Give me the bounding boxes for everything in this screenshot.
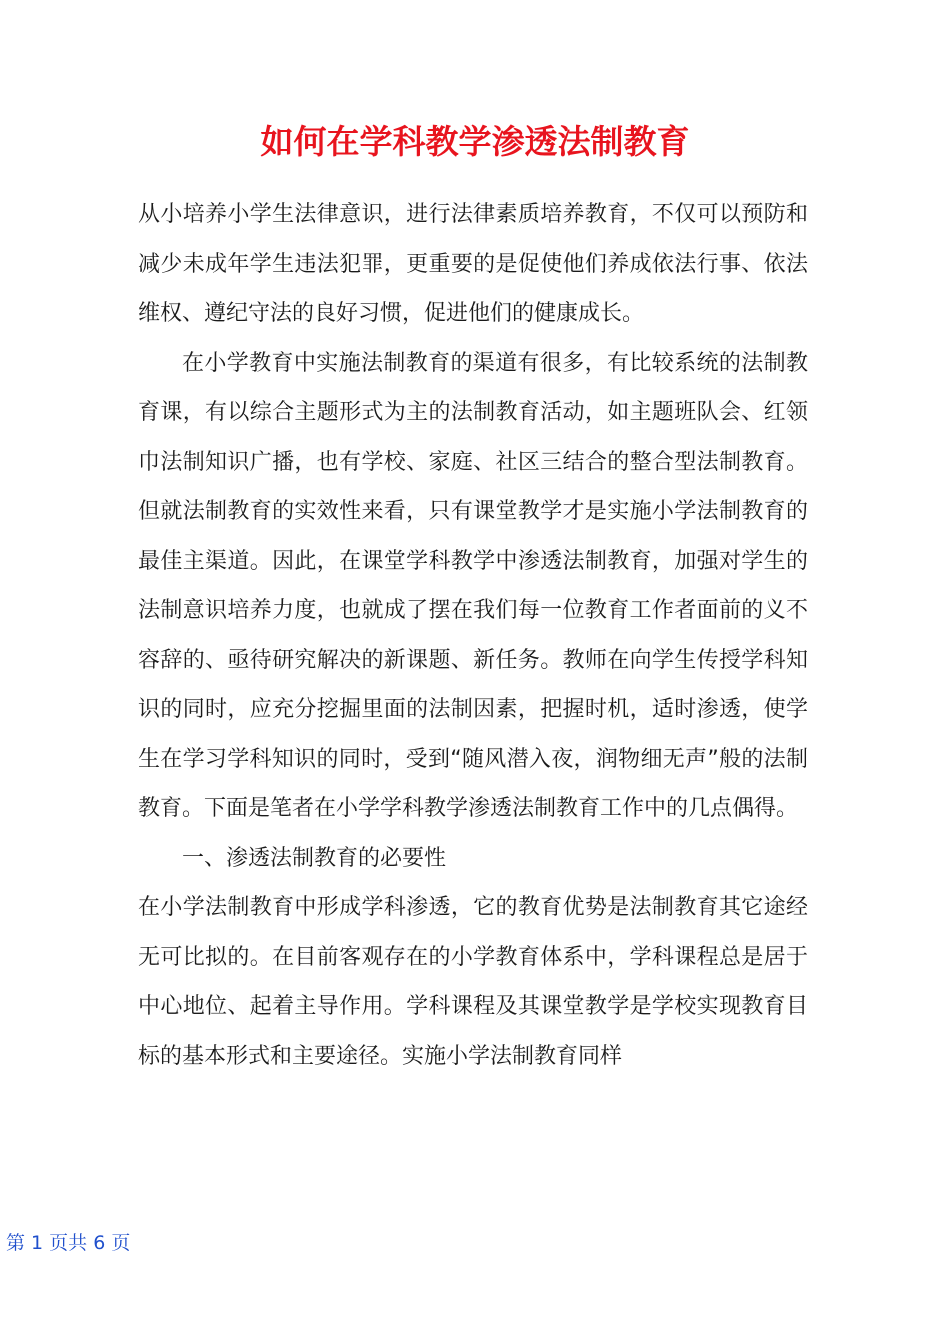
page-indicator: 第 1 页共 6 页 — [6, 1232, 131, 1254]
paragraph-intro: 从小培养小学生法律意识，进行法律素质培养教育，不仅可以预防和减少未成年学生违法犯罪，更重要的是促使他们养成依法行事、依法维权、遵纪守法的良好习惯，促进他们的健康成长。 — [138, 202, 808, 326]
document-title: 如何在学科教学渗透法制教育 — [260, 122, 690, 161]
section-heading: 一、渗透法制教育的必要性 — [182, 845, 447, 871]
paragraph-necessity: 在小学法制教育中形成学科渗透，它的教育优势是法制教育其它途经无可比拟的。在目前客观存在的小学教育体系中，学科课程总是居于中心地位、起着主导作用。学科课程及其课堂教学是学校实现教育目标的基本形式和主要途径。实施小学法制教育同样 — [138, 895, 808, 1069]
paragraph-channels: 在小学教育中实施法制教育的渠道有很多，有比较系统的法制教育课，有以综合主题形式为主的法制教育活动，如主题班队会、红领巾法制知识广播，也有学校、家庭、社区三结合的整合型法制教育。但就法制教育的实效性来看，只有课堂教学才是实施小学法制教育的最佳主渠道。因此，在课堂学科教学中渗透法制教育，加强对学生的法制意识培养力度，也就成了摆在我们每一位教育工作者面前的义不容辞的、亟待研究解决的新课题、新任务。教师在向学生传授学科知识的同时，应充分挖掘里面的法制因素，把握时机，适时渗透，使学生在学习学科知识的同时，受到“随风潜入夜，润物细无声”般的法制教育。下面是笔者在小学学科教学渗透法制教育工作中的几点偶得。 — [138, 350, 808, 821]
document-body — [138, 190, 808, 1081]
